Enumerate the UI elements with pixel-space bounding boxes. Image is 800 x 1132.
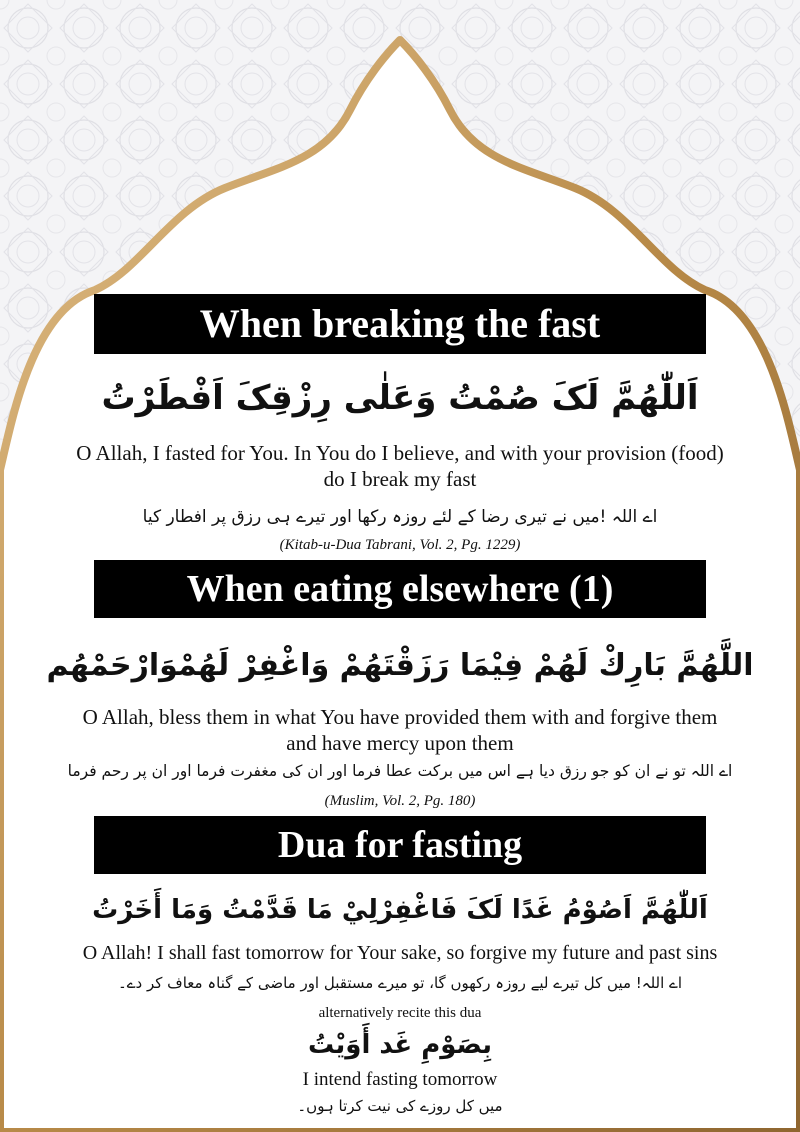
reference-breaking-fast: (Kitab-u-Dua Tabrani, Vol. 2, Pg. 1229) [279,537,521,553]
arabic-dua-for-fasting: اَللّٰھُمَّ اَصُوْمُ غَدًا لَکَ فَاغْفِرْلِيْ مَا قَدَّمْتُ وَمَا أَخَرْتُ [92,895,708,925]
english-translation-dua-for-fasting: O Allah! I shall fast tomorrow for Your sake, so forgive my future and past sins [82,942,718,964]
arabic-dua-breaking-fast: اَللّٰھُمَّ لَکَ صُمْتُ وَعَلٰی رِزْقِکَ اَفْطَرْتُ [101,378,699,418]
english-translation-eating-elsewhere: O Allah, bless them in what You have provided them with and forgive them and have mercy upon them [82,705,718,755]
arabic-alternative-dua: بِصَوْمِ غَد أَوَيْتُ [308,1030,492,1060]
alternative-dua-note: alternatively recite this dua [318,1005,482,1021]
english-alternative-dua: I intend fasting tomorrow [302,1069,498,1090]
english-translation-breaking-fast: O Allah, I fasted for You. In You do I believe, and with your provision (food) do I break my fast [76,441,724,491]
heading-breaking-fast: When breaking the fast [94,294,706,354]
urdu-translation-eating-elsewhere: اے اللہ تو نے ان کو جو رزق دیا ہے اس میں برکت عطا فرما اور ان کی مغفرت فرما اور ان پر رحم فرما [67,762,733,780]
heading-eating-elsewhere: When eating elsewhere (1) [94,560,706,618]
arabic-dua-eating-elsewhere: اللَّهُمَّ بَارِكْ لَهُمْ فِيْمَا رَزَقْتَهُمْ وَاغْفِرْ لَهُمْوَارْحَمْهُم [46,648,754,683]
urdu-translation-breaking-fast: اے اللہ !میں نے تیری رضا کے لئے روزہ رکھا اور تیرے ہی رزق پر افطار کیا [142,507,658,527]
urdu-translation-dua-for-fasting: اے اللہ! میں کل تیرے لیے روزہ رکھوں گا، تو میرے مستقبل اور ماضی کے گناہ معاف کر دے۔ [117,974,683,992]
heading-dua-for-fasting: Dua for fasting [94,816,706,874]
reference-eating-elsewhere: (Muslim, Vol. 2, Pg. 180) [324,793,476,809]
urdu-alternative-dua: میں کل روزے کی نیت کرتا ہوں۔ [297,1097,503,1115]
